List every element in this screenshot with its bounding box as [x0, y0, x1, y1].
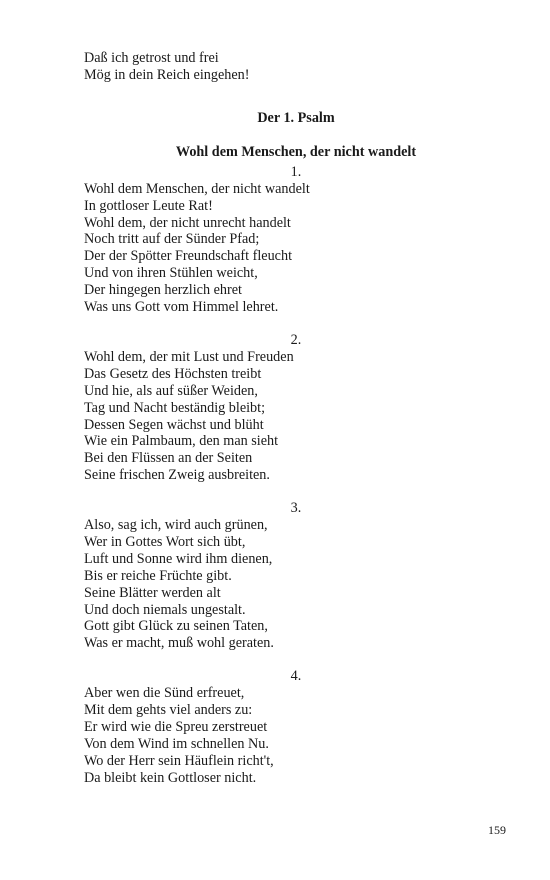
verse-line: Mit dem gehts viel anders zu: [84, 702, 253, 719]
verse-line: Und hie, als auf süßer Weiden, [84, 382, 258, 399]
verse-line: Wohl dem Menschen, der nicht wandelt [84, 180, 310, 197]
stanza-3 [84, 500, 508, 652]
verse-line: Wohl dem, der mit Lust und Freuden [84, 348, 294, 365]
verse-line: Der hingegen herzlich ehret [84, 282, 242, 299]
page-number: 159 [488, 823, 506, 837]
verse-line: Seine Blätter werden alt [84, 584, 221, 601]
stanza-number: 2. [290, 331, 302, 348]
stanza-number: 4. [290, 668, 302, 685]
verse-line: Er wird wie die Spreu zerstreuet [84, 719, 268, 735]
verse-line: Wie ein Palmbaum, den man sieht [84, 433, 279, 450]
verse-line: Wo der Herr sein Häuflein richt't, [84, 752, 274, 769]
psalm-subtitle: Wohl dem Menschen, der nicht wandelt [175, 143, 417, 160]
verse-line: Bei den Flüssen an der Seiten [84, 450, 253, 467]
verse-line: In gottloser Leute Rat! [84, 197, 213, 214]
verse-line: Gott gibt Glück zu seinen Taten, [84, 618, 268, 635]
verse-line: Und von ihren Stühlen weicht, [84, 265, 258, 282]
verse-line: Noch tritt auf der Sünder Pfad; [84, 231, 260, 248]
stanza-4 [84, 668, 508, 786]
verse-line: Was uns Gott vom Himmel lehret. [84, 299, 279, 316]
verse-line: Wer in Gottes Wort sich übt, [84, 533, 246, 550]
verse-line: Von dem Wind im schnellen Nu. [84, 735, 269, 752]
verse-line: Wohl dem, der nicht unrecht handelt [84, 214, 291, 231]
intro-lines [84, 50, 508, 84]
verse-line: Tag und Nacht beständig bleibt; [84, 399, 266, 416]
verse-line: Luft und Sonne wird ihm dienen, [84, 550, 273, 567]
verse-line: Also, sag ich, wird auch grünen, [84, 517, 268, 534]
verse-line: Und doch niemals ungestalt. [84, 601, 246, 618]
verse-line: Dessen Segen wächst und blüht [84, 416, 264, 433]
intro-line: Daß ich getrost und frei [84, 50, 219, 66]
psalm-heading: Der 1. Psalm [257, 109, 335, 126]
verse-line: Der der Spötter Freundschaft fleucht [84, 248, 293, 265]
page-content [84, 50, 508, 803]
verse-line: Was er macht, muß wohl geraten. [84, 635, 274, 652]
verse-line: Seine frischen Zweig ausbreiten. [84, 467, 270, 484]
stanza-number: 3. [290, 500, 302, 517]
verse-line: Das Gesetz des Höchsten treibt [84, 365, 262, 382]
stanza-2 [84, 332, 508, 484]
verse-line: Da bleibt kein Gottloser nicht. [84, 769, 257, 786]
stanza-number: 1. [290, 163, 302, 180]
intro-line: Mög in dein Reich eingehen! [84, 66, 250, 83]
verse-line: Bis er reiche Früchte gibt. [84, 567, 232, 584]
stanza-1 [84, 164, 508, 316]
verse-line: Aber wen die Sünd erfreuet, [84, 685, 245, 702]
